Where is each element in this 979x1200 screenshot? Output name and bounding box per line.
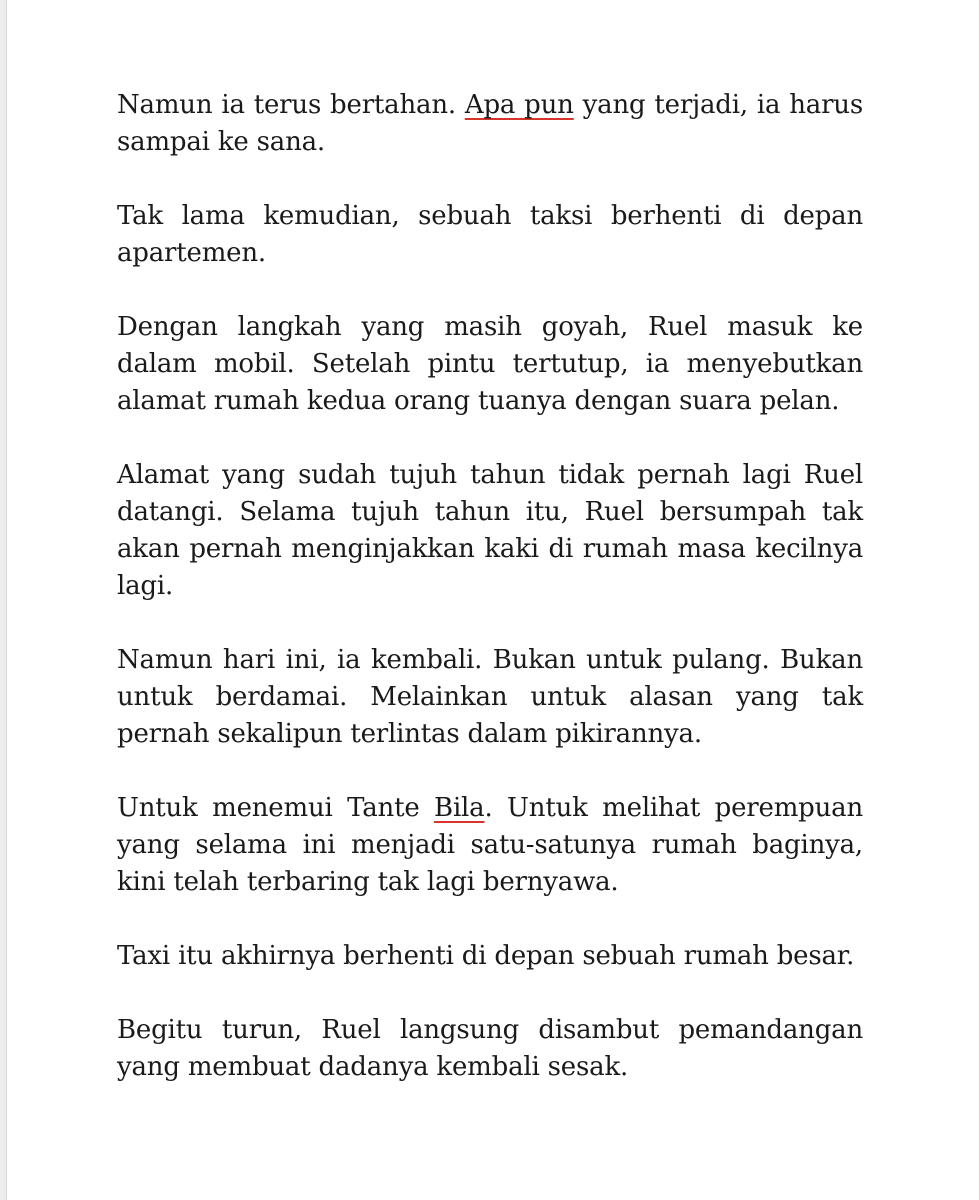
paragraph: [117, 642, 863, 753]
paragraph-text: Namun hari ini, ia kembali. Bukan untuk pulang. Bukan untuk berdamai. Melainkan untuk alasan yang tak pernah sekalipun terlintas dalam pikirannya.: [117, 645, 863, 749]
spellcheck-flagged-word[interactable]: Bila: [434, 793, 485, 823]
document-body[interactable]: [117, 87, 863, 1123]
paragraph-text: Alamat yang sudah tujuh tahun tidak pernah lagi Ruel datangi. Selama tujuh tahun itu, Ruel bersumpah tak akan pernah menginjakkan kaki di rumah masa kecilnya lagi.: [117, 460, 863, 601]
paragraph: [117, 938, 863, 975]
paragraph-text: Dengan langkah yang masih goyah, Ruel masuk ke dalam mobil. Setelah pintu tertutup, ia menyebutkan alamat rumah kedua orang tuanya dengan suara pelan.: [117, 312, 863, 416]
paragraph-text: Namun ia terus bertahan.: [117, 90, 465, 120]
paragraph-text: . Untuk melihat perempuan yang selama ini menjadi satu-satunya rumah baginya, kini telah terbaring tak lagi bernyawa.: [117, 793, 863, 897]
spellcheck-flagged-word[interactable]: Apa pun: [464, 90, 574, 120]
paragraph-text: Taxi itu akhirnya berhenti di depan sebuah rumah besar.: [117, 941, 855, 971]
paragraph-text: Begitu turun, Ruel langsung disambut pemandangan yang membuat dadanya kembali sesak.: [117, 1015, 863, 1082]
paragraph-text: yang terjadi, ia harus sampai ke sana.: [117, 90, 863, 157]
paragraph: [117, 198, 863, 272]
paragraph: [117, 790, 863, 901]
paragraph: [117, 309, 863, 420]
page-left-edge: [0, 0, 7, 1200]
paragraph: [117, 457, 863, 605]
paragraph: [117, 87, 863, 161]
paragraph-text: Tak lama kemudian, sebuah taksi berhenti di depan apartemen.: [117, 201, 863, 268]
paragraph: [117, 1012, 863, 1086]
paragraph-text: Untuk menemui Tante: [117, 793, 435, 823]
